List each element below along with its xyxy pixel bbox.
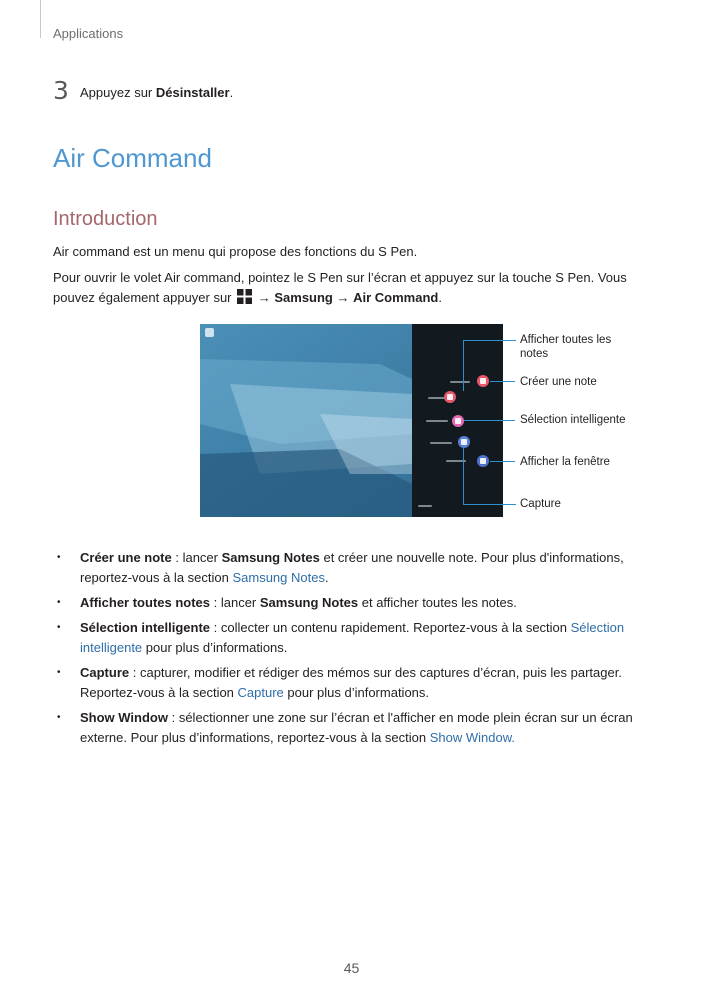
list-item: • Capture : capturer, modifier et rédiger des mémos sur des captures d’écran, puis les partager. Reportez-vous à la section Capture pour plus d’informations. (53, 663, 653, 703)
intro-paragraph-2: Pour ouvrir le volet Air command, pointez le S Pen sur l’écran et appuyez sur la touche S Pen. Vous pouvez également appuyer sur → Samsung → Air Command. (53, 270, 627, 305)
panel-label (430, 442, 452, 444)
list-item: • Créer une note : lancer Samsung Notes et créer une nouvelle note. Pour plus d'informations, reportez-vous à la section Samsung Notes. (53, 548, 653, 588)
link-show-window[interactable]: Show Window. (429, 730, 515, 745)
list-item: • Afficher toutes notes : lancer Samsung Notes et afficher toutes les notes. (53, 593, 653, 613)
section-title: Air Command (53, 143, 212, 173)
link-capture[interactable]: Capture (237, 685, 284, 700)
list-item: • Show Window : sélectionner une zone sur l’écran et l'afficher en mode plein écran sur un écran externe. Pour plus d’informations, reportez-vous à la section Show Window. (53, 708, 653, 748)
uninstall-label: Désinstaller (155, 85, 230, 100)
callout-create-note: Créer une note (520, 376, 597, 388)
section-subtitle: Introduction (53, 208, 158, 230)
smart-select-icon[interactable] (452, 415, 464, 427)
panel-label (418, 505, 432, 507)
link-samsung-notes[interactable]: Samsung Notes (232, 570, 325, 585)
tablet-screenshot (200, 324, 503, 517)
callout-smart-select: Sélection intelligente (520, 414, 626, 426)
callout-show-window: Afficher la fenêtre (520, 456, 610, 468)
header-rule (40, 0, 41, 38)
running-title: Applications (53, 26, 124, 41)
panel-label (426, 420, 448, 422)
link-smart-select-cont[interactable]: intelligente (80, 640, 143, 655)
callout-bracket-top (463, 340, 516, 391)
intro-paragraph-1: Air command est un menu qui propose des fonctions du S Pen. (53, 244, 418, 259)
step-text: Appuyez sur Désinstaller. (80, 85, 234, 100)
app-icon (205, 328, 214, 337)
list-item: • Sélection intelligente : collecter un contenu rapidement. Reportez-vous à la section Sélection intelligente pour plus d’informations. (53, 618, 653, 658)
step-number: 3 (53, 76, 69, 105)
callout-capture: Capture (520, 498, 561, 510)
apps-grid-icon (237, 289, 252, 304)
page-number: 45 (343, 960, 360, 976)
link-smart-select[interactable]: Sélection (570, 620, 625, 635)
callout-line (490, 381, 515, 382)
callout-line (464, 420, 515, 421)
view-all-notes-icon[interactable] (444, 391, 456, 403)
callout-bracket-bottom (463, 446, 516, 505)
feature-list (53, 548, 653, 753)
callout-view-all-notes: Afficher toutes les notes (520, 334, 612, 360)
